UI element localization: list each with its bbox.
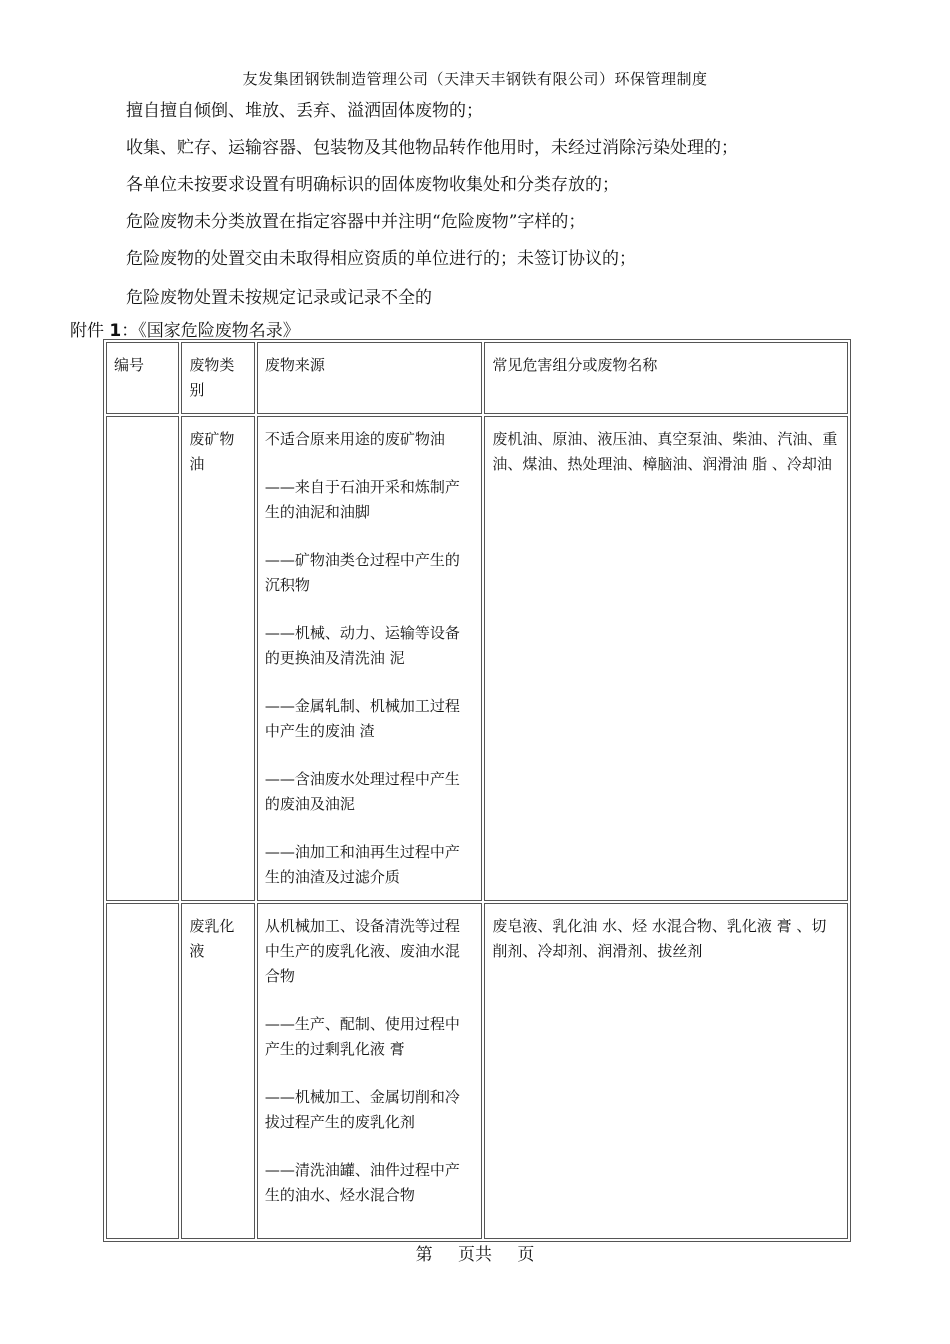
footer-middle: 页共 (458, 1245, 492, 1265)
paragraph: 收集、贮存、运输容器、包装物及其他物品转作他用时，未经过消除污染处理的； (126, 138, 738, 158)
paragraph: 各单位未按要求设置有明确标识的固体废物收集处和分类存放的； (126, 175, 619, 195)
paragraph: 危险废物的处置交由未取得相应资质的单位进行的；未签订协议的； (126, 249, 636, 269)
table-row (106, 416, 848, 901)
header-no: 编号 (106, 342, 179, 414)
paragraph: 擅自擅自倾倒、堆放、丢弃、溢洒固体废物的； (126, 101, 483, 121)
cell-components: 废皂液、乳化油 水、烃 水混合物、乳化液 膏 、切削剂、冷却剂、润滑剂、拔丝剂 (484, 903, 848, 1239)
table-header-row (106, 342, 848, 414)
source-line: 不适合原来用途的废矿物油 (264, 430, 445, 448)
source-line: ——清洗油罐、油件过程中产生的油水、烃水混合物 (264, 1161, 460, 1204)
paragraph: 危险废物未分类放置在指定容器中并注明“危险废物”字样的； (126, 212, 586, 232)
source-line: ——生产、配制、使用过程中产生的过剩乳化液 膏 (264, 1015, 460, 1058)
hazardous-waste-table (103, 339, 851, 1242)
footer-end: 页 (517, 1245, 535, 1265)
attachment-title (70, 316, 300, 341)
cell-category: 废乳化液 (181, 903, 254, 1239)
attachment-prefix: 附件 (70, 321, 104, 341)
header-category: 废物类别 (181, 342, 254, 414)
source-line: ——金属轧制、机械加工过程中产生的废油 渣 (264, 697, 460, 740)
source-line: ——矿物油类仓过程中产生的沉积物 (264, 551, 460, 594)
table-row (106, 903, 848, 1239)
footer-page-label: 第 (415, 1245, 433, 1265)
header-components: 常见危害组分或废物名称 (484, 342, 848, 414)
page-footer (0, 1240, 950, 1265)
paragraph: 危险废物处置未按规定记录或记录不全的 (126, 288, 432, 308)
source-line: ——含油废水处理过程中产生的废油及油泥 (264, 770, 460, 813)
source-line: ——来自于石油开采和炼制产生的油泥和油脚 (264, 478, 460, 521)
source-line: ——油加工和油再生过程中产生的油渣及过滤介质 (264, 843, 460, 886)
cell-source (257, 903, 483, 1239)
attachment-name: ：《国家危险废物名录》 (121, 321, 300, 341)
source-line: ——机械、动力、运输等设备的更换油及清洗油 泥 (264, 624, 460, 667)
cell-no (106, 903, 179, 1239)
document-header: 友发集团钢铁制造管理公司（天津天丰钢铁有限公司）环保管理制度 (242, 70, 708, 88)
cell-no (106, 416, 179, 901)
source-line: 从机械加工、设备清洗等过程中生产的废乳化液、废油水混合物 (264, 917, 460, 985)
cell-source (257, 416, 483, 901)
attachment-number: 1 (109, 321, 122, 341)
cell-category: 废矿物油 (181, 416, 254, 901)
source-line: ——机械加工、金属切削和冷拔过程产生的废乳化剂 (264, 1088, 460, 1131)
cell-components: 废机油、原油、液压油、真空泵油、柴油、汽油、重油、煤油、热处理油、樟脑油、润滑油 脂 、冷却油 (484, 416, 848, 901)
header-source: 废物来源 (257, 342, 483, 414)
